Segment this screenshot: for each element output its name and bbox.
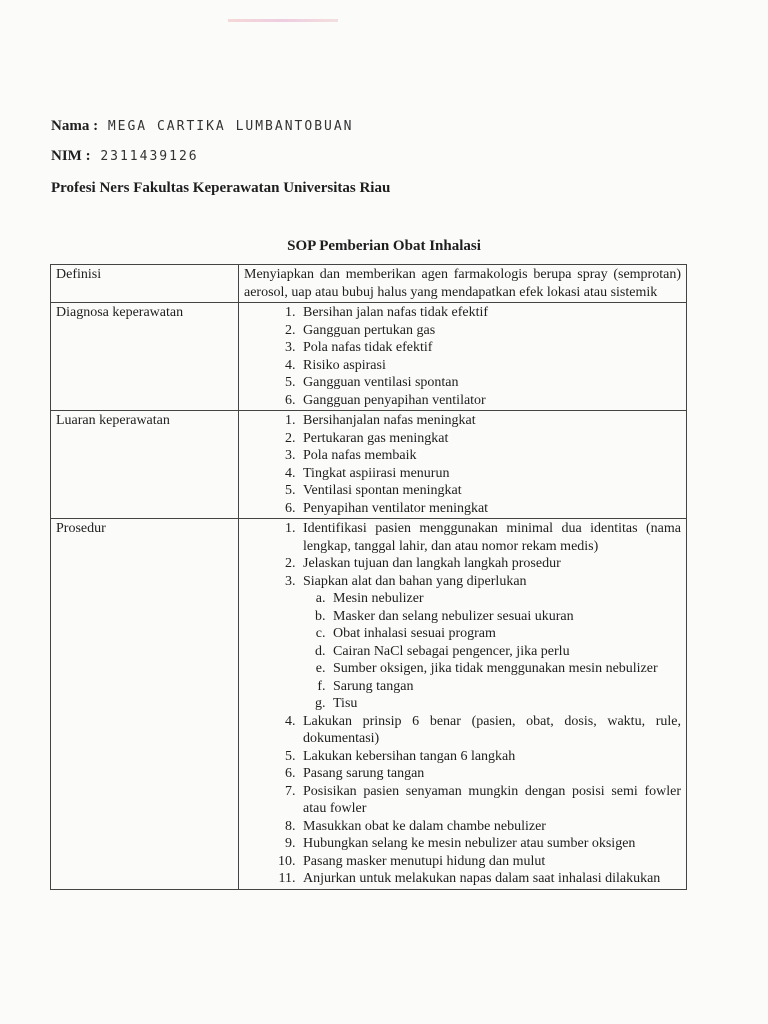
list-item: 7. Posisikan pasien senyaman mungkin dengan posisi semi fowler atau fowler <box>299 783 681 818</box>
step-text: Siapkan alat dan bahan yang diperlukan <box>303 573 527 589</box>
list-item: 5. Gangguan ventilasi spontan <box>299 374 681 392</box>
luaran-cell <box>239 411 687 519</box>
nim-label: NIM : <box>51 148 91 164</box>
nama-line <box>51 118 354 135</box>
list-item: 6. Pasang sarung tangan <box>299 765 681 783</box>
row-definisi <box>51 265 687 303</box>
list-item: 11. Anjurkan untuk melakukan napas dalam saat inhalasi dilakukan <box>299 870 681 888</box>
label-diagnosa: Diagnosa keperawatan <box>51 303 239 411</box>
list-item: 1. Bersihan jalan nafas tidak efektif <box>299 304 681 322</box>
diagnosa-list <box>244 304 681 409</box>
label-luaran: Luaran keperawatan <box>51 411 239 519</box>
list-item: 4. Risiko aspirasi <box>299 357 681 375</box>
list-item: 6. Penyapihan ventilator meningkat <box>299 500 681 518</box>
list-item: 3. Pola nafas tidak efektif <box>299 339 681 357</box>
list-item: g. Tisu <box>329 695 681 713</box>
list-item: 8. Masukkan obat ke dalam chambe nebulizer <box>299 818 681 836</box>
prosedur-cell <box>239 519 687 890</box>
label-prosedur: Prosedur <box>51 519 239 890</box>
list-item: 4. Tingkat aspiirasi menurun <box>299 465 681 483</box>
list-item: e. Sumber oksigen, jika tidak menggunakan mesin nebulizer <box>329 660 681 678</box>
list-item: 9. Hubungkan selang ke mesin nebulizer atau sumber oksigen <box>299 835 681 853</box>
definisi-text: Menyiapkan dan memberikan agen farmakologis berupa spray (semprotan) aerosol, uap atau bubuj halus yang mendapatkan efek lokasi atau sistemik <box>239 265 687 303</box>
luaran-list <box>244 412 681 517</box>
prosedur-list <box>244 520 681 888</box>
list-item: 2. Gangguan pertukan gas <box>299 322 681 340</box>
institution-line: Profesi Ners Fakultas Keperawatan Universitas Riau <box>51 180 391 196</box>
list-item <box>299 573 681 713</box>
list-item: 4. Lakukan prinsip 6 benar (pasien, obat, dosis, waktu, rule, dokumentasi) <box>299 713 681 748</box>
row-prosedur <box>51 519 687 890</box>
list-item: 6. Gangguan penyapihan ventilator <box>299 392 681 410</box>
list-item: 1. Bersihanjalan nafas meningkat <box>299 412 681 430</box>
nama-label: Nama : <box>51 118 99 134</box>
list-item: 10. Pasang masker menutupi hidung dan mulut <box>299 853 681 871</box>
list-item: 5. Lakukan kebersihan tangan 6 langkah <box>299 748 681 766</box>
nim-line <box>51 148 199 165</box>
list-item: f. Sarung tangan <box>329 678 681 696</box>
list-item: 3. Pola nafas membaik <box>299 447 681 465</box>
list-item: 2. Pertukaran gas meningkat <box>299 430 681 448</box>
scan-artifact-line <box>228 19 338 22</box>
list-item: 2. Jelaskan tujuan dan langkah langkah prosedur <box>299 555 681 573</box>
diagnosa-cell <box>239 303 687 411</box>
label-definisi: Definisi <box>51 265 239 303</box>
list-item: b. Masker dan selang nebulizer sesuai ukuran <box>329 608 681 626</box>
list-item: 5. Ventilasi spontan meningkat <box>299 482 681 500</box>
document-title: SOP Pemberian Obat Inhalasi <box>287 238 481 254</box>
nama-value: MEGA CARTIKA LUMBANTOBUAN <box>107 119 354 134</box>
row-diagnosa <box>51 303 687 411</box>
equipment-list <box>303 590 681 713</box>
nim-value: 2311439126 <box>100 149 199 164</box>
list-item: d. Cairan NaCl sebagai pengencer, jika perlu <box>329 643 681 661</box>
list-item: c. Obat inhalasi sesuai program <box>329 625 681 643</box>
row-luaran <box>51 411 687 519</box>
list-item: a. Mesin nebulizer <box>329 590 681 608</box>
list-item: 1. Identifikasi pasien menggunakan minimal dua identitas (nama lengkap, tanggal lahir, dan atau nomor rekam medis) <box>299 520 681 555</box>
sop-table <box>50 264 687 890</box>
